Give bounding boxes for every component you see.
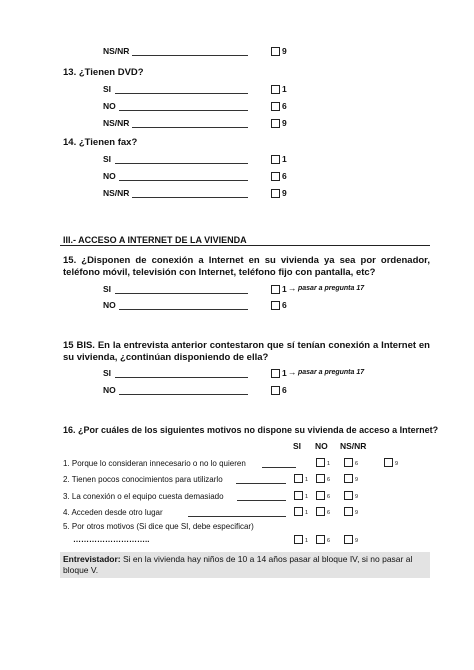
checkbox-reason-1-si[interactable] [316,458,325,467]
option-label-si: SI [103,154,112,164]
checkbox-no[interactable] [271,102,280,111]
answer-line [132,197,248,198]
answer-line [262,467,296,468]
skip-instruction: pasar a pregunta 17 [298,285,365,292]
checkbox-no[interactable] [271,172,280,181]
reason-4-label: 4. Acceden desde otro lugar [63,508,163,517]
reason-2-label: 2. Tienen pocos conocimientos para utilizarlo [63,475,223,484]
code-9: 9 [282,46,287,56]
checkbox-reason-3-no[interactable] [316,491,325,500]
code-9: 9 [395,461,399,467]
checkbox-reason-5-si[interactable] [294,535,303,544]
checkbox-reason-4-si[interactable] [294,507,303,516]
code-1: 1 [282,154,287,164]
column-header-si: SI [293,441,302,451]
checkbox-reason-5-nsnr[interactable] [344,535,353,544]
answer-line [119,110,248,111]
checkbox-reason-1-no[interactable] [344,458,353,467]
checkbox-reason-5-no[interactable] [316,535,325,544]
answer-line [119,180,248,181]
checkbox-si[interactable] [271,285,280,294]
question-15bis-title: 15 BIS. En la entrevista anterior contestaron que sí tenían conexión a Internet en su vivienda, ¿continúan disponiendo de ella? [63,340,430,363]
code-1: 1 [305,538,309,544]
question-15-title: 15. ¿Disponen de conexión a Internet en su vivienda ya sea por ordenador, teléfono móvil, televisión con Internet, teléfono fijo con pantalla, etc? [63,255,430,278]
answer-line [115,293,248,294]
code-6: 6 [327,510,331,516]
answer-line [115,377,248,378]
option-label-si: SI [103,284,112,294]
interviewer-note-text: Si en la vivienda hay niños de 10 a 14 años pasar al bloque IV, si no pasar al bloque V. [63,554,413,575]
checkbox-reason-3-nsnr[interactable] [344,491,353,500]
code-1: 1 [282,368,287,378]
code-9: 9 [355,494,359,500]
option-label-no: NO [103,385,116,395]
checkbox-no[interactable] [271,386,280,395]
code-6: 6 [327,477,331,483]
code-9: 9 [282,188,287,198]
checkbox-si[interactable] [271,85,280,94]
reason-3-label: 3. La conexión o el equipo cuesta demasiado [63,492,224,501]
checkbox-si[interactable] [271,369,280,378]
skip-arrow: → [288,367,297,377]
code-6: 6 [327,494,331,500]
answer-line [132,55,248,56]
skip-instruction: pasar a pregunta 17 [298,369,365,376]
code-9: 9 [355,510,359,516]
question-14-title: 14. ¿Tienen fax? [63,137,138,148]
answer-line [236,483,286,484]
option-label-nsnr: NS/NR [103,118,130,128]
skip-arrow: → [288,283,297,293]
code-6: 6 [282,300,287,310]
code-1: 1 [282,84,287,94]
option-label-no: NO [103,171,116,181]
checkbox-reason-4-nsnr[interactable] [344,507,353,516]
code-1: 1 [282,284,287,294]
code-6: 6 [282,385,287,395]
checkbox-reason-2-si[interactable] [294,474,303,483]
checkbox-nsnr[interactable] [271,119,280,128]
reason-1-label: 1. Porque lo consideran innecesario o no lo quieren [63,459,246,468]
code-1: 1 [305,477,309,483]
checkbox-si[interactable] [271,155,280,164]
code-6: 6 [355,461,359,467]
column-header-nsnr: NS/NR [340,441,367,451]
specify-dots: ……………………….. [73,535,150,544]
reason-5-label: 5. Por otros motivos (Si dice que SI, debe especificar) [63,522,254,531]
question-13-title: 13. ¿Tienen DVD? [63,67,144,78]
code-9: 9 [355,538,359,544]
option-label-no: NO [103,101,116,111]
code-9: 9 [355,477,359,483]
checkbox-reason-1-nsnr[interactable] [384,458,393,467]
code-6: 6 [282,171,287,181]
code-1: 1 [305,494,309,500]
checkbox-nsnr[interactable] [271,189,280,198]
option-label-no: NO [103,300,116,310]
answer-line [132,127,248,128]
answer-line [119,394,248,395]
column-header-no: NO [315,441,328,451]
option-label-si: SI [103,368,112,378]
question-16-title: 16. ¿Por cuáles de los siguientes motivos no dispone su vivienda de acceso a Internet? [63,425,439,435]
checkbox-reason-2-no[interactable] [316,474,325,483]
option-label-si: SI [103,84,112,94]
option-label-nsnr: NS/NR [103,188,130,198]
checkbox-nsnr[interactable] [271,47,280,56]
answer-line [237,500,286,501]
code-6: 6 [327,538,331,544]
code-6: 6 [282,101,287,111]
answer-line [115,163,248,164]
code-1: 1 [327,461,331,467]
checkbox-no[interactable] [271,301,280,310]
interviewer-note-label: Entrevistador: [63,554,121,564]
checkbox-reason-2-nsnr[interactable] [344,474,353,483]
section-divider [60,245,430,246]
answer-line [188,516,286,517]
code-1: 1 [305,510,309,516]
checkbox-reason-4-no[interactable] [316,507,325,516]
answer-line [115,93,248,94]
option-label-nsnr: NS/NR [103,46,130,56]
interviewer-note [60,552,430,578]
checkbox-reason-3-si[interactable] [294,491,303,500]
answer-line [119,309,248,310]
section-3-title: III.- ACCESO A INTERNET DE LA VIVIENDA [63,235,247,245]
code-9: 9 [282,118,287,128]
